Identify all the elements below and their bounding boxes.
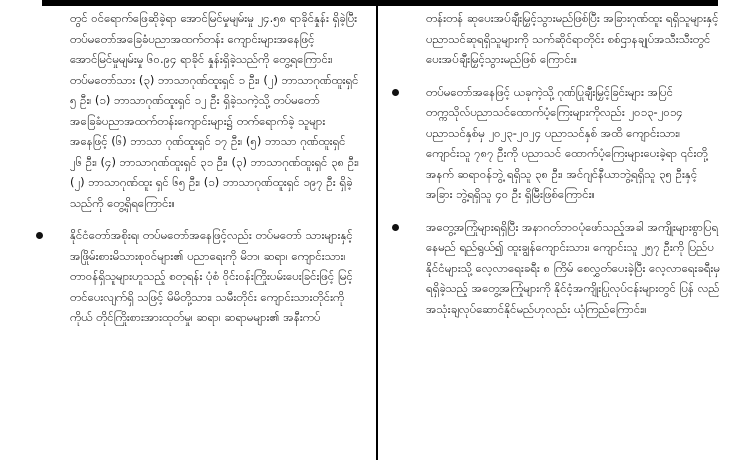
left-bullet-item-1 bbox=[34, 225, 360, 328]
left-column bbox=[34, 8, 363, 328]
top-rule bbox=[42, 0, 718, 6]
bullet-dot-icon bbox=[392, 89, 399, 96]
column-divider bbox=[376, 6, 378, 460]
right-bullet-text-1: တပ်မတော်အနေဖြင့် ယခုကဲ့သို့ ဂုဏ်ပြုချီးမြှင့်ခြင်းများ အပြင် တက္ကသိုလ်ပညာသင်ထောက်ပံ့ကြေးများကိုလည်း ၂၀၁၃-၂၀၁၄ ပညာသင်နှစ်မှ ၂၀၂၃-၂၀၂၄ ပညာသင်နှစ် အထိ ကျောင်းသား၊ ကျောင်းသူ ၇၈၇ ဦးကို ပညာသင် ထောက်ပံ့ကြေးများပေးခဲ့ရာ ၎င်းတို့အနက် ဆရာဝန်ဘွဲ့ ရရှိသူ ၃၈ ဦး၊ အင်ဂျင်နီယာဘွဲ့ရရှိသူ ၃၅ ဦးနှင့် အခြား ဘွဲ့ရရှိသူ ၄၀ ဦး ရှိမြီးဖြစ်ကြောင်း။ bbox=[426, 84, 708, 201]
right-paragraph: တန်းတန် ဆုပေးအပ်ချီးမြှင့်သွားမည်ဖြစ်ပြီး အခြားဂုဏ်ထူး ရရှိသူများနှင့် ပညာသင်ဆုရရှိသူများကို သက်ဆိုင်ရာတိုင်း စစ်ဌာနချုပ်အသီးသီးတွင် ပေးအပ်ချီးမြှင့်သွားမည်ဖြစ် ကြောင်း။ bbox=[426, 11, 723, 66]
right-bullet-item-2 bbox=[390, 217, 724, 320]
left-paragraph: တွင် ဝင်ရောက်ဖြေဆိုခဲ့ရာ အောင်မြင်မှုမျမ်းမှု ၂၄.၅၈ ရာခိုင်နှုန်း ရှိခဲ့ပြီး တပ်မတော်အခြေခံပညာအထက်တန်း ကျောင်းများအနေဖြင့် အောင်မြင်မှုမျမ်းမှု ၆၀.၉၄ ရာခိုင် နှုန်းရှိခဲ့သည်ကို တွေ့ရကြောင်း၊ တပ်မတော်သား (၃) ဘာသာဂုဏ်ထူးရှင် ၁ ဦး၊ (၂) ဘာသာဂုဏ်ထူးရှင် ၅ ဦး၊ (၁) ဘာသာဂုဏ်ထူးရှင် ၁၂ ဦး ရှိခဲ့သကဲ့သို့ တပ်မတော် အခြေခံပညာအထက်တန်းကျောင်းများ၌ တက်ရောက်ခဲ့ သူများအနေဖြင့် (၆) ဘာသာ ဂုဏ်ထူးရှင် ၁၇ ဦး၊ (၅) ဘာသာ ဂုဏ်ထူးရှင် ၂၆ ဦး၊ (၄) ဘာသာဂုဏ်ထူးရှင် ၃၁ ဦး၊ (၃) ဘာသာဂုဏ်ထူးရှင် ၃၈ ဦး၊ (၂) ဘာသာဂုဏ်ထူး ရှင် ၆၅ ဦး၊ (၁) ဘာသာဂုဏ်ထူးရှင် ၁၉၇ ဦး ရှိခဲ့သည်ကို တွေ့ရှိရကြောင်း။ bbox=[70, 11, 363, 210]
bullet-dot-icon bbox=[392, 224, 399, 231]
bullet-dot-icon bbox=[36, 232, 43, 239]
right-bullet-text-2: အတွေ့အကြုံများရရှိပြီး အနာဂတ်ဘဝပုံဖော်သည့်အခါ အကျိုးများစွာပြရနေမည် ရည်ရွယ်၍ ထူးချွန်ကျောင်းသား၊ ကျောင်းသူ ၂၅၇ ဦးကို ပြည်ပနိုင်ငံများသို့ လေ့လာရေးခရီး ၈ ကြိမ် စေလွှတ်ပေးခဲ့ပြီး လေ့လာရေးခရီးမှ ရရှိခဲ့သည့် အတွေ့အကြုံများကို နိုင်ငံ့အကျိုးပြုလုပ်ငန်းများတွင် ပြန် လည်အသုံးချလုပ်ဆောင်နိုင်မည်ဟုလည်း ယုံကြည်ကြောင်း။ bbox=[426, 219, 724, 316]
right-bullet-item-1 bbox=[390, 82, 720, 205]
left-bullet-text-1: နိုင်ငံတော်အစိုးရ၊ တပ်မတော်အနေဖြင့်လည်း တပ်မတော် သားများနှင့် အဖြိုမ်းစားမိသားစုဝင်များ၏ ပညာရေးကို မိဘ၊ ဆရာ၊ ကျောင်းသား၊ တာဝန်ရှိသူများဟူသည့် စတုရန်း ပုံစံ ဝိုင်းဝန်းကြိုးပမ်းပေးခြင်းဖြင့် မြင့်တင်ပေးလျက်ရှိ သဖြင့် မိမိတို့သား၊ သမီးတိုင်း ကျောင်းသားတိုင်းကို ကိုယ် တိုင်ကြိုးစားအားထုတ်မှု၊ ဆရာ၊ ဆရာမများ၏ အနီးကပ် bbox=[70, 228, 357, 324]
right-column bbox=[390, 8, 724, 319]
